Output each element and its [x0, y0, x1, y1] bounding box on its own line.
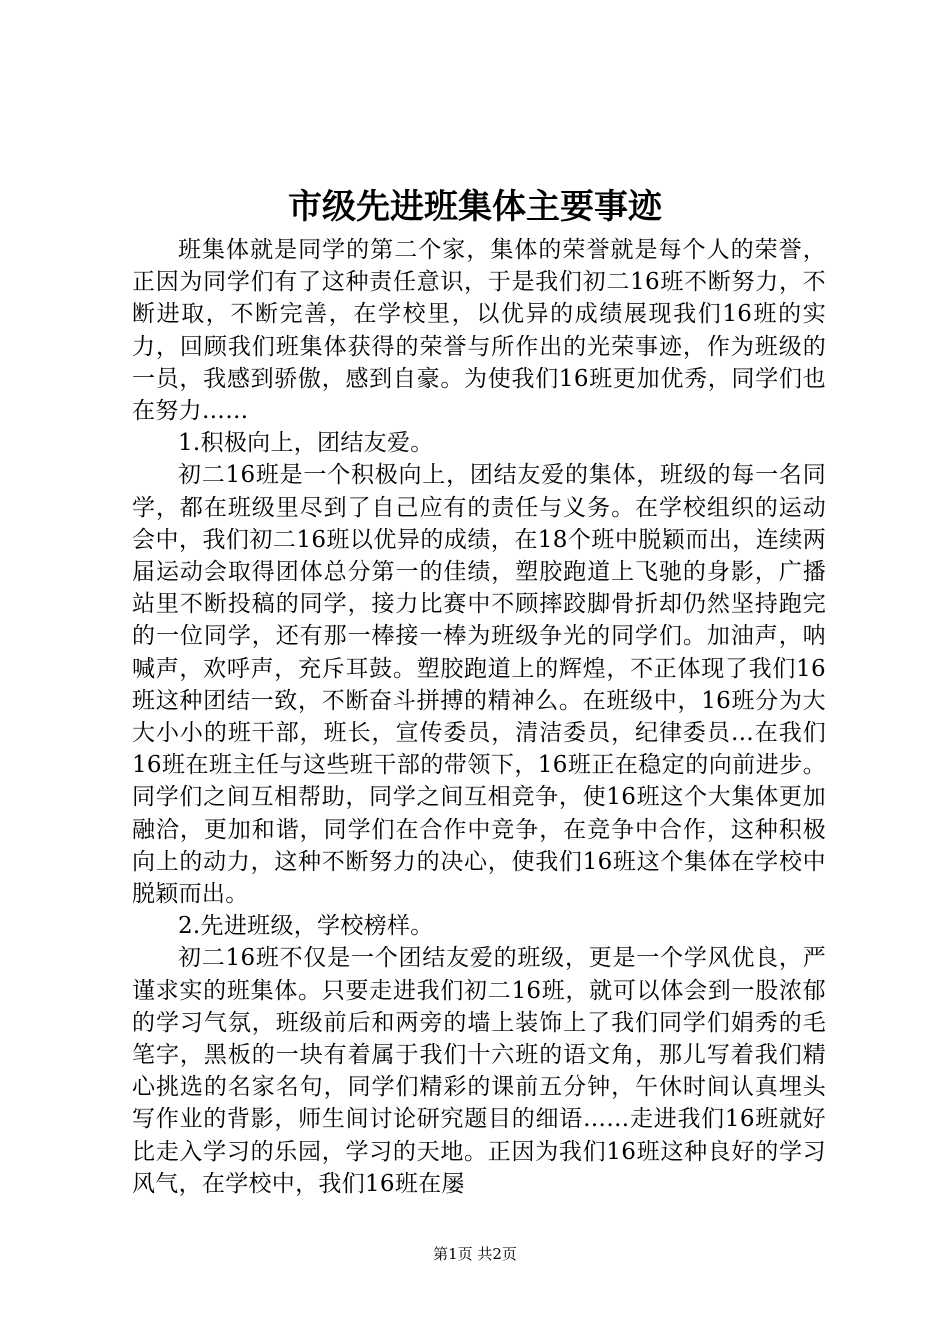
section-heading-1: 1.积极向上，团结友爱。: [178, 430, 434, 457]
intro-paragraph: 班集体就是同学的第二个家，集体的荣誉就是每个人的荣誉，正因为同学们有了这种责任意识，于是我们初二16班不断努力，不断进取，不断完善，在学校里，以优异的成绩展现我们16班的实力，回顾我们班集体获得的荣誉与所作出的光荣事迹，作为班级的一员，我感到骄傲，感到自豪。为使我们16班更加优秀，同学们也在努力……: [132, 237, 826, 425]
section-heading-2: 2.先进班级，学校榜样。: [178, 913, 434, 940]
section-2-paragraph: 初二16班不仅是一个团结友爱的班级，更是一个学风优良，严谨求实的班集体。只要走进我们初二16班，就可以体会到一股浓郁的学习气氛，班级前后和两旁的墙上装饰上了我们同学们娟秀的毛笔字，黑板的一块有着属于我们十六班的语文角，那儿写着我们精心挑选的名家名句，同学们精彩的课前五分钟，午休时间认真埋头写作业的背影，师生间讨论研究题目的细语……走进我们16班就好比走入学习的乐园，学习的天地。正因为我们16班这种良好的学习风气，在学校中，我们16班在屡: [132, 945, 826, 1197]
page-title: 市级先进班集体主要事迹: [288, 187, 662, 227]
page-footer: 第1页 共2页: [433, 1245, 517, 1263]
document-body: [132, 234, 826, 1200]
section-1-paragraph: 初二16班是一个积极向上，团结友爱的集体，班级的每一名同学，都在班级里尽到了自己应有的责任与义务。在学校组织的运动会中，我们初二16班以优异的成绩，在18个班中脱颖而出，连续两届运动会取得团体总分第一的佳绩，塑胶跑道上飞驰的身影，广播站里不断投稿的同学，接力比赛中不顾摔跤脚骨折却仍然坚持跑完的一位同学，还有那一棒接一棒为班级争光的同学们。加油声，呐喊声，欢呼声，充斥耳鼓。塑胶跑道上的辉煌，不正体现了我们16班这种团结一致，不断奋斗拼搏的精神么。在班级中，16班分为大大小小的班干部，班长，宣传委员，清洁委员，纪律委员…在我们16班在班主任与这些班干部的带领下，16班正在稳定的向前进步。同学们之间互相帮助，同学之间互相竞争，使16班这个大集体更加融洽，更加和谐，同学们在合作中竞争，在竞争中合作，这种积极向上的动力，这种不断努力的决心，使我们16班这个集体在学校中脱颖而出。: [132, 462, 826, 908]
